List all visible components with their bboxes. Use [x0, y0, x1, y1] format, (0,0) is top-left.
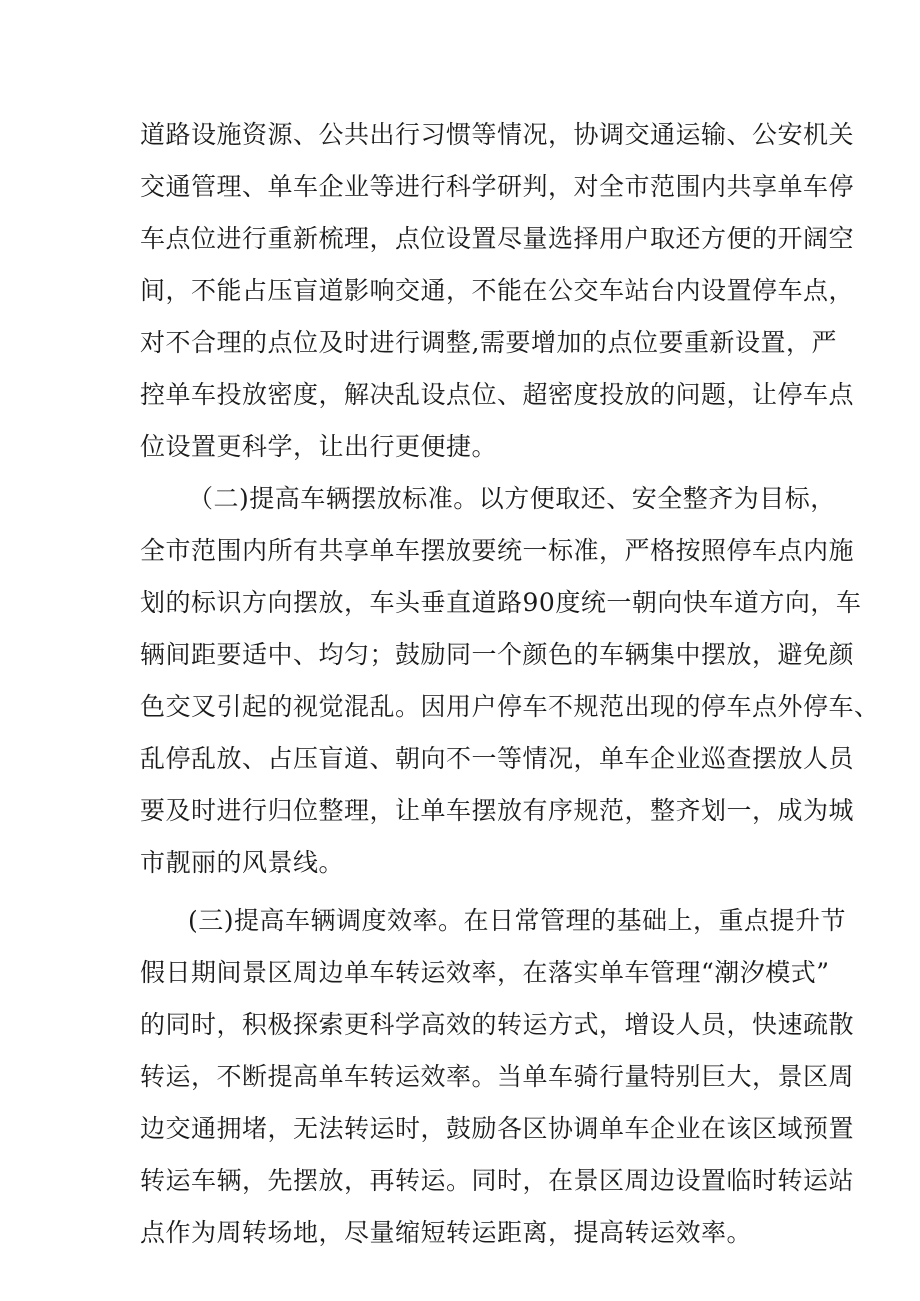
text-line: 边交通拥堵，无法转运时，鼓励各区协调单车企业在该区域预置 [140, 1114, 855, 1143]
text-line: 转运车辆，先摆放，再转运。同时，在景区周边设置临时转运站 [140, 1166, 855, 1195]
text-line: 点作为周转场地，尽量缩短转运距离，提高转运效率。 [140, 1218, 753, 1247]
text-line: 位设置更科学，让出行更便捷。 [140, 432, 498, 461]
text-line: 的同时，积极探索更科学高效的转运方式，增设人员，快速疏散 [140, 1010, 855, 1039]
text-line: 全市范围内所有共享单车摆放要统一标准，严格按照停车点内施 [140, 536, 855, 565]
section-heading-line: (三)提高车辆调度效率。在日常管理的基础上，重点提升节 [188, 906, 847, 935]
text-line: 市靓丽的风景线。 [140, 848, 345, 877]
text-line: 对不合理的点位及时进行调整,需要增加的点位要重新设置，严 [140, 328, 837, 357]
section-heading-line: （二)提高车辆摆放标准。以方便取还、安全整齐为目标， [188, 484, 836, 513]
text-line: 划的标识方向摆放，车头垂直道路90度统一朝向快车道方向，车 [140, 588, 862, 617]
text-line: 车点位进行重新梳理，点位设置尽量选择用户取还方便的开阔空 [140, 224, 855, 253]
text-line: 交通管理、单车企业等进行科学研判，对全市范围内共享单车停 [140, 172, 855, 201]
text-line: 转运，不断提高单车转运效率。当单车骑行量特别巨大，景区周 [140, 1062, 855, 1091]
text-line: 道路设施资源、公共出行习惯等情况，协调交通运输、公安机关 [140, 120, 855, 149]
text-line: 辆间距要适中、均匀；鼓励同一个颜色的车辆集中摆放，避免颜 [140, 640, 855, 669]
text-line: 间，不能占压盲道影响交通，不能在公交车站台内设置停车点， [140, 276, 855, 305]
text-line: 乱停乱放、占压盲道、朝向不一等情况，单车企业巡查摆放人员 [140, 744, 855, 773]
text-line: 色交叉引起的视觉混乱。因用户停车不规范出现的停车点外停车、 [140, 692, 880, 721]
text-line: 假日期间景区周边单车转运效率，在落实单车管理“潮汐模式” [140, 958, 830, 987]
text-line: 控单车投放密度，解决乱设点位、超密度投放的问题，让停车点 [140, 380, 855, 409]
text-line: 要及时进行归位整理，让单车摆放有序规范，整齐划一，成为城 [140, 796, 855, 825]
